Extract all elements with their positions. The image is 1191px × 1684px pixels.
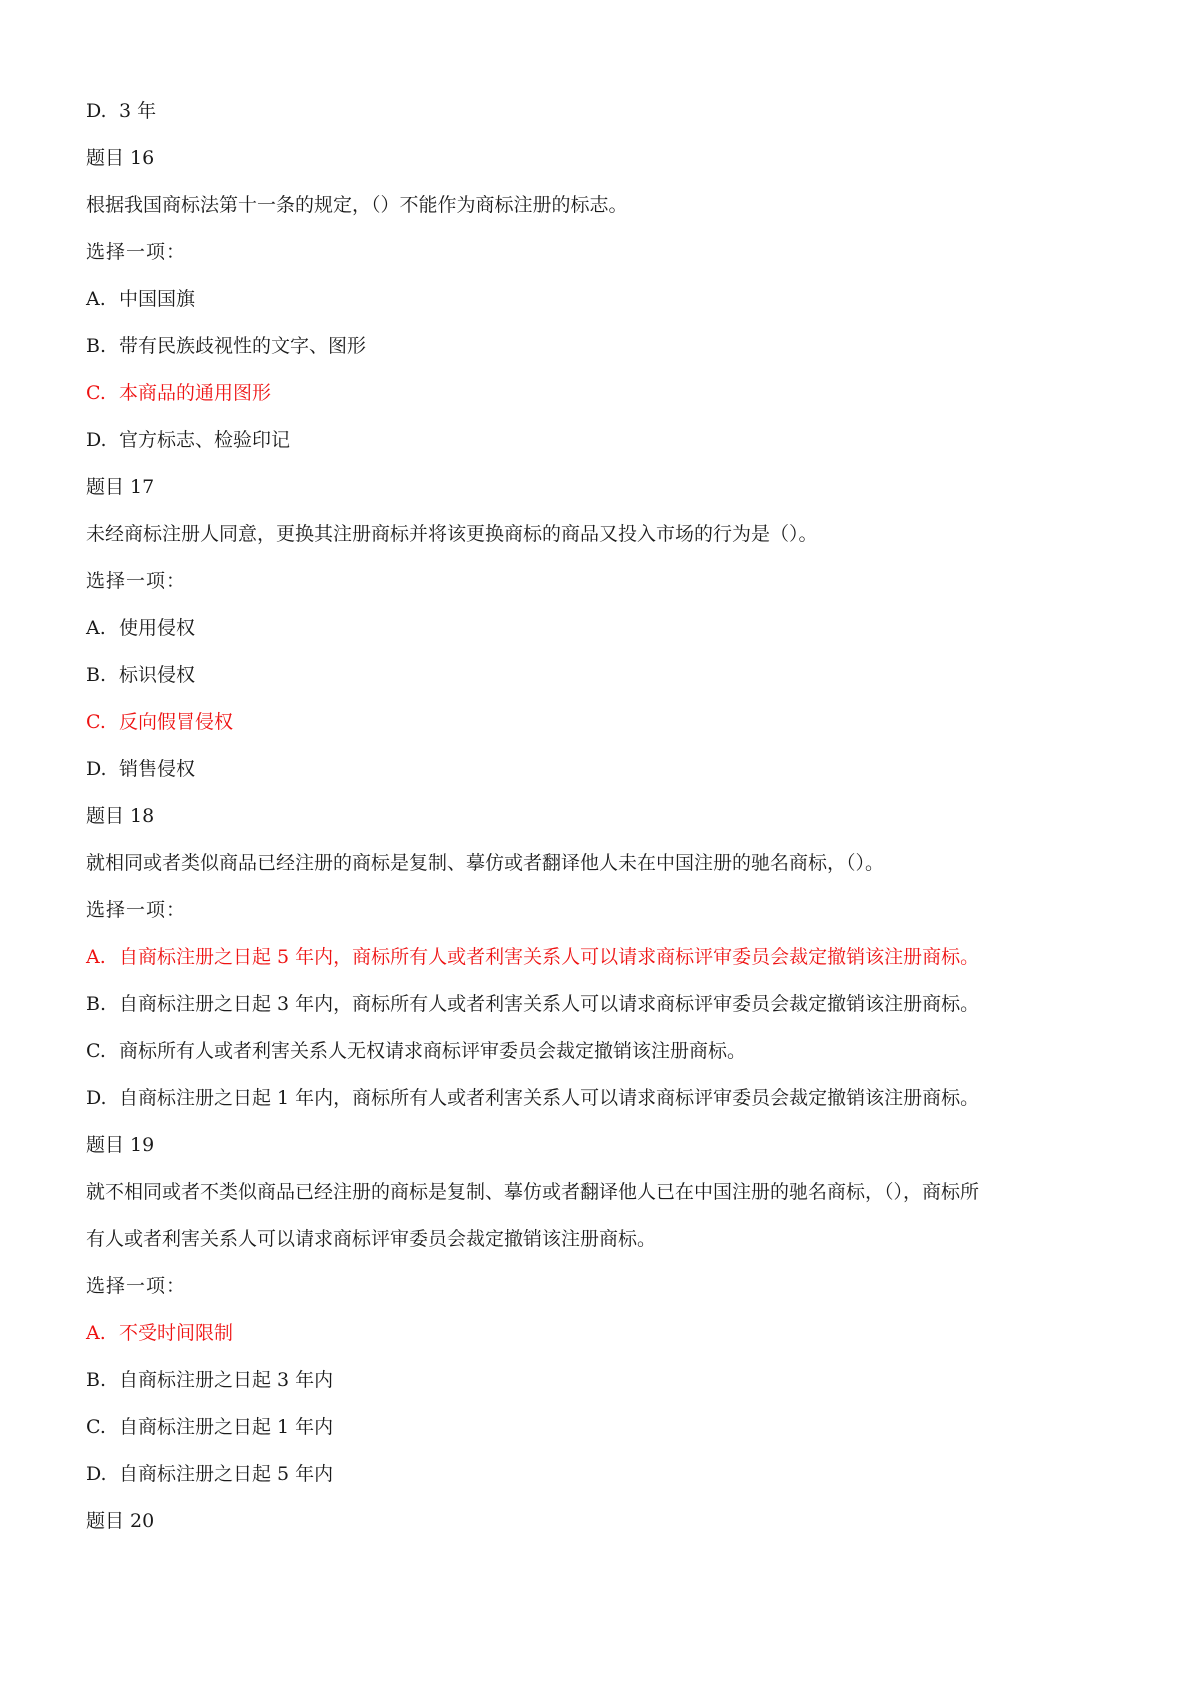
option-letter: D.: [86, 1463, 107, 1485]
option-letter: D.: [86, 1087, 107, 1109]
question-title-20: 题目 20: [86, 1510, 155, 1532]
document-page: [86, 88, 1126, 1545]
option-text: 自商标注册之日起 3 年内，商标所有人或者利害关系人可以请求商标评审委员会裁定撤销该注册商标。: [119, 993, 980, 1015]
option-text: 标识侵权: [119, 664, 196, 686]
option-text: 自商标注册之日起 1 年内，商标所有人或者利害关系人可以请求商标评审委员会裁定撤销该注册商标。: [119, 1087, 980, 1109]
option-text: 3 年: [119, 100, 157, 122]
question-stem-17: 未经商标注册人同意，更换其注册商标并将该更换商标的商品又投入市场的行为是（）。: [86, 523, 818, 545]
option-text: 自商标注册之日起 5 年内: [119, 1463, 334, 1485]
q17-option-b: [86, 652, 1126, 699]
question-stem-19-line-1: 就不相同或者不类似商品已经注册的商标是复制、摹仿或者翻译他人已在中国注册的驰名商标，（），商标所: [86, 1181, 980, 1203]
q17-option-c-correct: [86, 699, 1126, 746]
choose-one-prompt: 选择一项：: [86, 1275, 187, 1297]
q19-option-d: [86, 1451, 1126, 1498]
question-title-16: 题目 16: [86, 147, 155, 169]
question-stem-18: 就相同或者类似商品已经注册的商标是复制、摹仿或者翻译他人未在中国注册的驰名商标，（）。: [86, 852, 885, 874]
option-text: 自商标注册之日起 5 年内，商标所有人或者利害关系人可以请求商标评审委员会裁定撤销该注册商标。: [119, 946, 980, 968]
question-stem-16: 根据我国商标法第十一条的规定，（）不能作为商标注册的标志。: [86, 194, 628, 216]
q19-option-a-correct: [86, 1310, 1126, 1357]
option-letter: B.: [86, 1369, 107, 1391]
q16-option-d: [86, 417, 1126, 464]
option-text: 使用侵权: [119, 617, 196, 639]
option-d-previous: [86, 88, 1126, 135]
option-text: 反向假冒侵权: [119, 711, 234, 733]
q18-option-c: [86, 1028, 1126, 1075]
option-text: 带有民族歧视性的文字、图形: [119, 335, 367, 357]
option-text: 中国国旗: [119, 288, 196, 310]
q19-option-b: [86, 1357, 1126, 1404]
q16-option-c-correct: [86, 370, 1126, 417]
question-title-17: 题目 17: [86, 476, 155, 498]
option-letter: C.: [86, 711, 106, 733]
option-letter: A.: [86, 288, 106, 310]
option-letter: B.: [86, 664, 107, 686]
option-letter: A.: [86, 617, 106, 639]
q19-option-c: [86, 1404, 1126, 1451]
choose-one-prompt: 选择一项：: [86, 899, 187, 921]
option-text: 官方标志、检验印记: [119, 429, 291, 451]
option-letter: B.: [86, 993, 107, 1015]
option-letter: C.: [86, 382, 106, 404]
option-letter: D.: [86, 100, 107, 122]
option-letter: A.: [86, 946, 106, 968]
option-text: 自商标注册之日起 1 年内: [119, 1416, 334, 1438]
choose-one-prompt: 选择一项：: [86, 241, 187, 263]
option-text: 不受时间限制: [119, 1322, 234, 1344]
option-text: 销售侵权: [119, 758, 196, 780]
option-letter: D.: [86, 758, 107, 780]
option-letter: B.: [86, 335, 107, 357]
q18-option-b: [86, 981, 1126, 1028]
q16-option-b: [86, 323, 1126, 370]
choose-one-prompt: 选择一项：: [86, 570, 187, 592]
q17-option-a: [86, 605, 1126, 652]
option-letter: A.: [86, 1322, 106, 1344]
option-letter: C.: [86, 1416, 106, 1438]
question-title-19: 题目 19: [86, 1134, 155, 1156]
q16-option-a: [86, 276, 1126, 323]
option-letter: D.: [86, 429, 107, 451]
option-text: 自商标注册之日起 3 年内: [119, 1369, 334, 1391]
option-letter: C.: [86, 1040, 106, 1062]
q17-option-d: [86, 746, 1126, 793]
option-text: 本商品的通用图形: [119, 382, 272, 404]
option-text: 商标所有人或者利害关系人无权请求商标评审委员会裁定撤销该注册商标。: [119, 1040, 747, 1062]
q18-option-a-correct: [86, 934, 1126, 981]
question-stem-19-line-2: 有人或者利害关系人可以请求商标评审委员会裁定撤销该注册商标。: [86, 1228, 657, 1250]
question-title-18: 题目 18: [86, 805, 155, 827]
q18-option-d: [86, 1075, 1126, 1122]
